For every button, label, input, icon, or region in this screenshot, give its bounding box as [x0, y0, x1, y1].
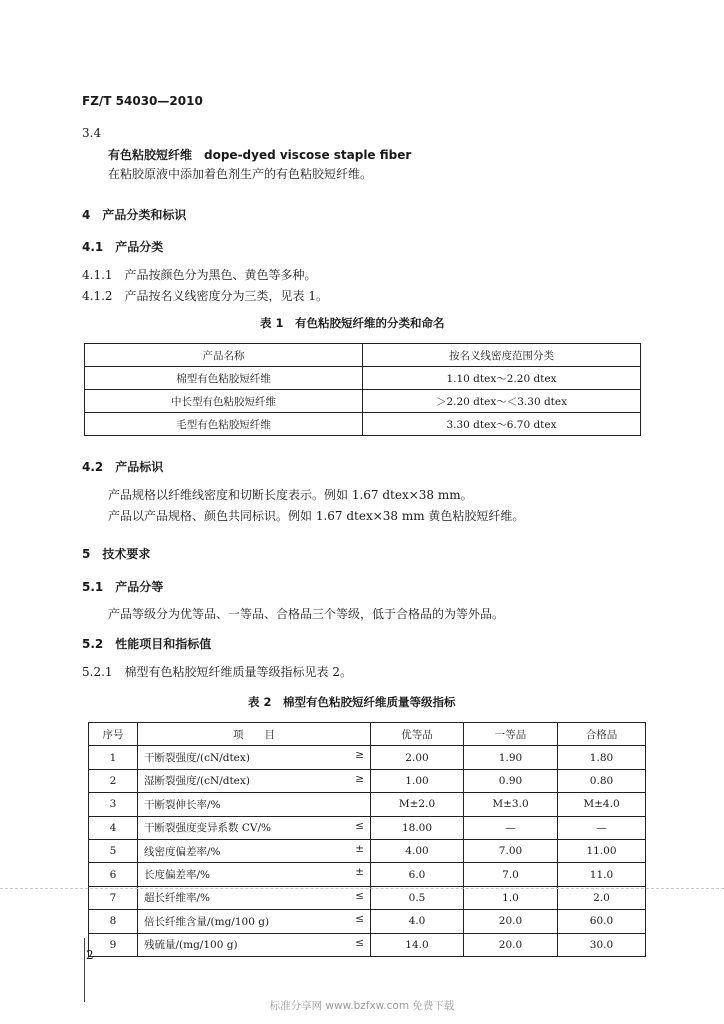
first-grade-value: 1.0: [464, 886, 558, 909]
item-cell: [138, 746, 371, 769]
table-header: 按名义线密度范围分类: [363, 344, 641, 367]
table-cell: 1.10 dtex～2.20 dtex: [363, 367, 641, 390]
item-cell: [138, 816, 371, 839]
section-5-1-paragraph: 产品等级分为优等品、一等品、合格品三个等级，低于合格品的为等外品。: [108, 607, 505, 621]
row-number: 7: [89, 886, 138, 909]
row-number: 5: [89, 839, 138, 862]
item-label: 残硫量/(mg/100 g): [144, 939, 238, 952]
qualified-grade-value: 11.00: [558, 839, 646, 862]
table-row: [89, 933, 646, 956]
table-1-caption: 表 1 有色粘胶短纤维的分类和命名: [260, 316, 445, 330]
table-header: 序号: [89, 723, 138, 746]
first-grade-value: 7.0: [464, 863, 558, 886]
item-cell: [138, 769, 371, 792]
premium-grade-value: M±2.0: [371, 793, 464, 816]
qualified-grade-value: 60.0: [558, 910, 646, 933]
first-grade-value: 0.90: [464, 769, 558, 792]
margin-line: [84, 938, 85, 1002]
qualified-grade-value: 11.0: [558, 863, 646, 886]
item-cell: [138, 863, 371, 886]
first-grade-value: 7.00: [464, 839, 558, 862]
item-label: 线密度偏差率/%: [144, 845, 221, 858]
table-row: [89, 793, 646, 816]
first-grade-value: —: [464, 816, 558, 839]
item-label: 干断裂强度/(cN/dtex): [144, 752, 250, 765]
first-grade-value: M±3.0: [464, 793, 558, 816]
table-header: 优等品: [371, 723, 464, 746]
table-row: [89, 839, 646, 862]
table-cell: 棉型有色粘胶短纤维: [85, 367, 363, 390]
section-4-2-paragraph-1: 产品规格以纤维线密度和切断长度表示。例如 1.67 dtex×38 mm。: [108, 488, 473, 502]
item-label: 超长纤维率/%: [144, 892, 211, 905]
first-grade-value: 20.0: [464, 910, 558, 933]
item-label: 倍长纤维含量/(mg/100 g): [144, 915, 270, 928]
premium-grade-value: 6.0: [371, 863, 464, 886]
table-1: [84, 343, 641, 436]
table-row: [89, 886, 646, 909]
first-grade-value: 1.90: [464, 746, 558, 769]
row-number: 2: [89, 769, 138, 792]
item-cell: [138, 886, 371, 909]
item-symbol: ≥: [355, 772, 364, 785]
clause-3-4-definition: 在粘胶原液中添加着色剂生产的有色粘胶短纤维。: [108, 167, 373, 181]
section-4-2-paragraph-2: 产品以产品规格、颜色共同标识。例如 1.67 dtex×38 mm 黄色粘胶短纤维。: [108, 509, 525, 523]
row-number: 3: [89, 793, 138, 816]
clause-3-4-term: 有色粘胶短纤维 dope-dyed viscose staple fiber: [108, 148, 412, 162]
table-row: [89, 746, 646, 769]
first-grade-value: 20.0: [464, 933, 558, 956]
clause-3-4-number: 3.4: [82, 126, 102, 140]
page-number: 2: [86, 948, 94, 962]
section-5-1-title: 5.1 产品分等: [82, 580, 164, 594]
table-2-caption: 表 2 棉型有色粘胶短纤维质量等级指标: [248, 695, 456, 709]
item-label: 湿断裂强度/(cN/dtex): [144, 775, 250, 788]
item-label: 长度偏差率/%: [144, 869, 211, 882]
standard-number: FZ/T 54030—2010: [82, 94, 203, 108]
item-symbol: ≤: [355, 913, 364, 926]
item-cell: [138, 793, 371, 816]
table-cell: ＞2.20 dtex～＜3.30 dtex: [363, 390, 641, 413]
table-row: [89, 816, 646, 839]
section-5-title: 5 技术要求: [82, 547, 151, 561]
premium-grade-value: 4.00: [371, 839, 464, 862]
item-symbol: ≤: [355, 819, 364, 832]
table-row: [89, 769, 646, 792]
item-symbol: ≤: [355, 936, 364, 949]
table-header-row: [89, 723, 646, 746]
qualified-grade-value: 0.80: [558, 769, 646, 792]
table-header-row: [85, 344, 641, 367]
table-header: 产品名称: [85, 344, 363, 367]
clause-4-1-1: 4.1.1 产品按颜色分为黑色、黄色等多种。: [82, 268, 317, 282]
row-number: 8: [89, 910, 138, 933]
item-symbol: ≤: [355, 889, 364, 902]
table-row: [89, 863, 646, 886]
table-cell: 3.30 dtex～6.70 dtex: [363, 413, 641, 436]
qualified-grade-value: 1.80: [558, 746, 646, 769]
section-4-1-title: 4.1 产品分类: [82, 240, 164, 254]
qualified-grade-value: M±4.0: [558, 793, 646, 816]
item-label: 干断裂伸长率/%: [144, 798, 221, 811]
row-number: 9: [89, 933, 138, 956]
item-symbol: ≥: [355, 749, 364, 762]
section-5-2-title: 5.2 性能项目和指标值: [82, 637, 212, 651]
clause-4-1-2: 4.1.2 产品按名义线密度分为三类，见表 1。: [82, 289, 328, 303]
table-cell: 毛型有色粘胶短纤维: [85, 413, 363, 436]
table-row: [85, 390, 641, 413]
item-symbol: ±: [355, 842, 364, 855]
premium-grade-value: 4.0: [371, 910, 464, 933]
row-number: 6: [89, 863, 138, 886]
table-header: 项 目: [138, 723, 371, 746]
table-row: [89, 910, 646, 933]
premium-grade-value: 14.0: [371, 933, 464, 956]
qualified-grade-value: —: [558, 816, 646, 839]
qualified-grade-value: 2.0: [558, 886, 646, 909]
table-header: 合格品: [558, 723, 646, 746]
row-number: 1: [89, 746, 138, 769]
watermark-footer: 标准分享网 www.bzfxw.com 免费下载: [269, 1000, 455, 1012]
item-cell: [138, 910, 371, 933]
table-header: 一等品: [464, 723, 558, 746]
scan-artifact-line: [0, 888, 724, 889]
clause-5-2-1: 5.2.1 棉型有色粘胶短纤维质量等级指标见表 2。: [82, 665, 352, 679]
table-cell: 中长型有色粘胶短纤维: [85, 390, 363, 413]
premium-grade-value: 2.00: [371, 746, 464, 769]
premium-grade-value: 1.00: [371, 769, 464, 792]
item-cell: [138, 839, 371, 862]
item-label: 干断裂强度变异系数 CV/%: [144, 822, 271, 835]
table-row: [85, 413, 641, 436]
section-4-title: 4 产品分类和标识: [82, 208, 187, 222]
table-row: [85, 367, 641, 390]
item-cell: [138, 933, 371, 956]
item-symbol: ±: [355, 866, 364, 879]
table-2: [88, 722, 646, 957]
qualified-grade-value: 30.0: [558, 933, 646, 956]
section-4-2-title: 4.2 产品标识: [82, 460, 164, 474]
row-number: 4: [89, 816, 138, 839]
premium-grade-value: 18.00: [371, 816, 464, 839]
premium-grade-value: 0.5: [371, 886, 464, 909]
